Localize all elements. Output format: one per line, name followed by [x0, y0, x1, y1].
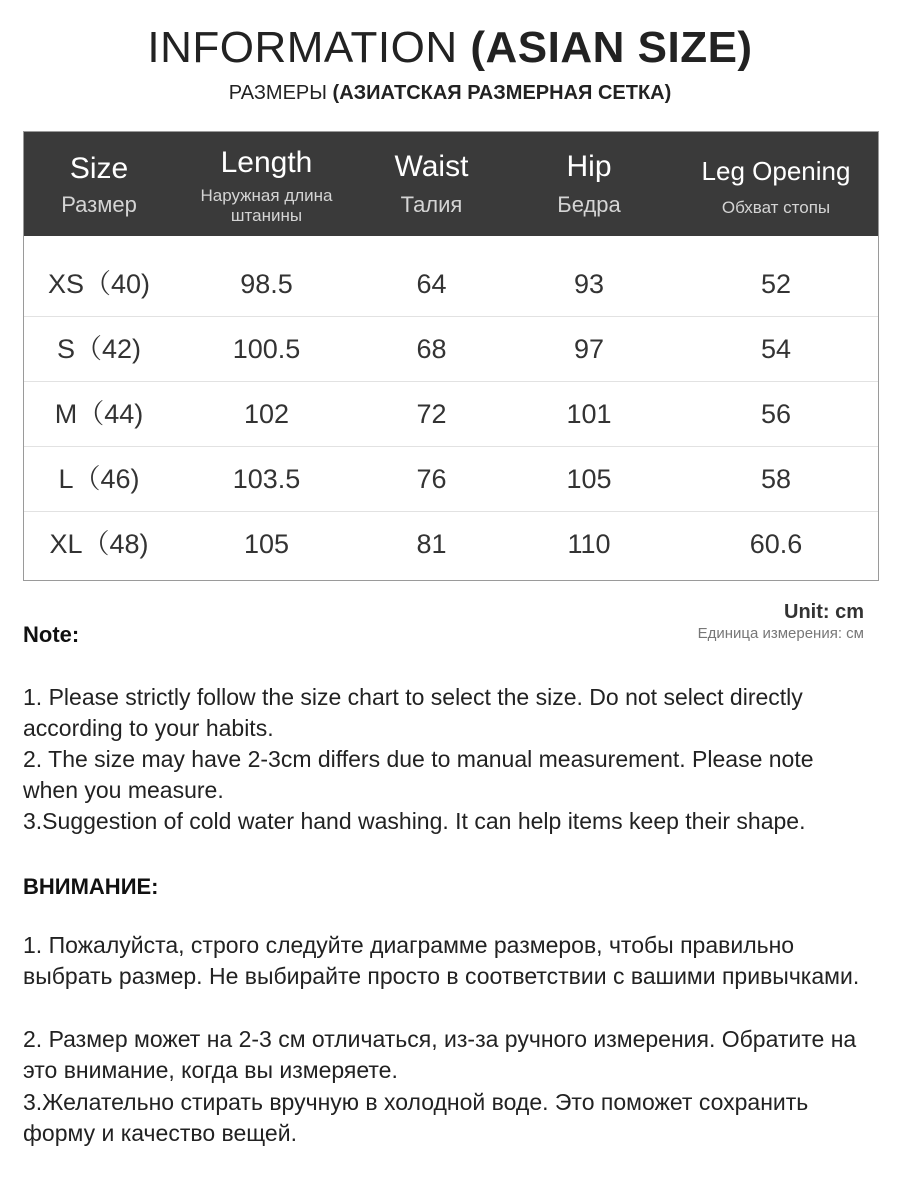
table-row [24, 317, 878, 382]
header-label-en: Size [69, 152, 129, 185]
title-main: INFORMATION [147, 23, 458, 72]
cell-hip: 93 [573, 269, 605, 299]
page-subtitle [0, 80, 900, 106]
attention-item: 2. Размер может на 2-3 см отличаться, из-за ручного измерения. Обратите на это внимание, когда вы измеряете. [23, 1026, 857, 1083]
cell-size: XS（40) [47, 269, 151, 299]
cell-hip: 97 [573, 334, 605, 364]
cell-leg-opening: 58 [760, 464, 792, 494]
header-leg-opening [674, 132, 878, 236]
attention-item: 1. Пожалуйста, строго следуйте диаграмме размеров, чтобы правильно выбрать размер. Не выбирайте просто в соответствии с вашими привычками. [23, 932, 860, 989]
subtitle-size-note: (АЗИАТСКАЯ РАЗМЕРНАЯ СЕТКА) [332, 82, 672, 104]
header-length [174, 132, 359, 236]
table-row [24, 382, 878, 447]
cell-length: 100.5 [232, 334, 301, 364]
unit-label-en: Unit: cm [784, 601, 864, 623]
header-label-ru: Наружная длина штанины [200, 186, 333, 225]
table-body [24, 252, 878, 577]
table-row [24, 447, 878, 512]
cell-leg-opening: 54 [760, 334, 792, 364]
cell-size: S（42) [56, 334, 142, 364]
subtitle-main: РАЗМЕРЫ [228, 82, 327, 104]
cell-leg-opening: 52 [760, 269, 792, 299]
header-size [24, 132, 174, 236]
header-label-ru: Бедра [557, 192, 621, 217]
header-label-en: Hip [566, 150, 612, 183]
table-row [24, 252, 878, 317]
cell-size: XL（48) [49, 529, 149, 559]
header-label-en: Length [220, 146, 313, 179]
cell-size: L（46) [58, 464, 140, 494]
title-size-note: (ASIAN SIZE) [470, 23, 753, 72]
cell-size: M（44) [54, 399, 144, 429]
cell-waist: 72 [416, 399, 447, 429]
page-title [0, 22, 900, 74]
attention-heading: ВНИМАНИЕ: [23, 874, 159, 899]
cell-length: 102 [243, 399, 290, 429]
table-header [24, 132, 878, 236]
header-label-en: Leg Opening [701, 156, 851, 186]
cell-hip: 101 [566, 399, 612, 429]
cell-leg-opening: 60.6 [749, 529, 803, 559]
cell-hip: 105 [566, 464, 612, 494]
cell-waist: 68 [416, 334, 447, 364]
cell-hip: 110 [567, 529, 611, 559]
cell-length: 103.5 [232, 464, 301, 494]
note-item: 2. The size may have 2-3cm differs due to manual measurement. Please note when you measure. [23, 746, 814, 803]
header-label-en: Waist [394, 150, 469, 183]
size-table [23, 131, 879, 581]
header-waist [359, 132, 504, 236]
cell-length: 98.5 [240, 269, 293, 299]
header-hip [504, 132, 674, 236]
header-label-ru: Обхват стопы [721, 198, 831, 217]
table-row [24, 512, 878, 577]
cell-waist: 76 [416, 464, 447, 494]
header-label-ru: Талия [400, 192, 463, 217]
note-heading: Note: [23, 622, 80, 647]
cell-waist: 64 [416, 269, 447, 299]
unit-label [698, 600, 864, 644]
note-item: 1. Please strictly follow the size chart to select the size. Do not select directly according to your habits. [23, 684, 803, 741]
note-item: 3.Suggestion of cold water hand washing. It can help items keep their shape. [23, 808, 806, 834]
cell-leg-opening: 56 [760, 399, 792, 429]
header-label-ru: Размер [61, 192, 137, 217]
attention-item: 3.Желательно стирать вручную в холодной воде. Это поможет сохранить форму и качество вещей. [23, 1089, 809, 1146]
cell-waist: 81 [416, 529, 447, 559]
unit-label-ru: Единица измерения: см [697, 625, 864, 642]
cell-length: 105 [243, 529, 290, 559]
